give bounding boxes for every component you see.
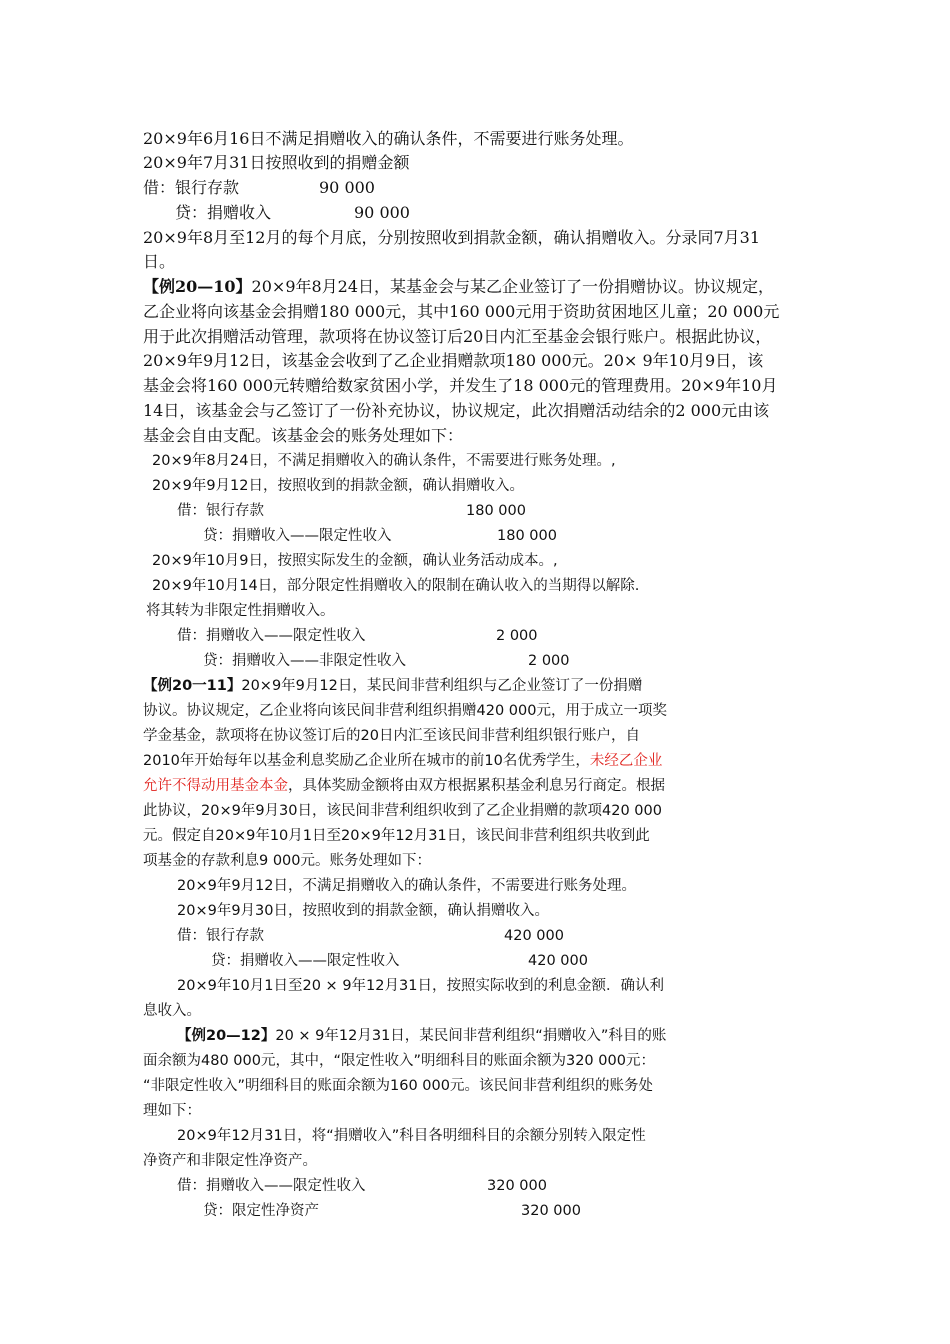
credit-entry: 贷：捐赠收入——限定性收入 bbox=[211, 953, 400, 969]
credit-amount: 420 000 bbox=[528, 953, 588, 969]
text-line: 20×9年12月31日，将“捐赠收入”科目各明细科目的余额分别转入限定性 bbox=[177, 1128, 646, 1144]
paragraph-text: 20×9年8月24日，某基金会与某乙企业签订了一份捐赠协议。协议规定， bbox=[251, 277, 775, 296]
credit-amount: 90 000 bbox=[354, 203, 410, 222]
text-line: 20×9年10月14日，部分限定性捐赠收入的限制在确认收入的当期得以解除. bbox=[152, 578, 640, 594]
debit-amount: 180 000 bbox=[466, 503, 526, 519]
text-line: 20×9年8月至12月的每个月底，分别按照收到捐款金额，确认捐赠收入。分录同7月31 bbox=[143, 228, 761, 247]
text-line: “非限定性收入”明细科目的账面余额为160 000元。该民间非营利组织的账务处 bbox=[143, 1078, 653, 1094]
example-heading bbox=[143, 276, 774, 298]
credit-entry: 贷：限定性净资产 bbox=[203, 1203, 319, 1219]
debit-entry: 借：银行存款 bbox=[177, 928, 264, 944]
paragraph-text: 20×9年9月12日，某民间非营利组织与乙企业签订了一份捐赠 bbox=[241, 678, 643, 694]
text-line bbox=[143, 750, 662, 772]
example-label: 【例20—12】 bbox=[177, 1028, 276, 1044]
example-label: 【例20—10】 bbox=[143, 277, 252, 296]
credit-amount: 2 000 bbox=[528, 653, 570, 669]
text-line: 净资产和非限定性净资产。 bbox=[143, 1153, 317, 1169]
text-line: 20×9年7月31日按照收到的捐赠金额 bbox=[143, 153, 410, 172]
text-line: 乙企业将向该基金会捐赠180 000元，其中160 000元用于资助贫困地区儿童；20 000元 bbox=[143, 302, 780, 321]
text-line: 理如下： bbox=[143, 1103, 201, 1119]
paragraph-text: ，具体奖励金额将由双方根据累积基金利息另行商定。根据 bbox=[288, 778, 665, 794]
text-line: 20×9年6月16日不满足捐赠收入的确认条件，不需要进行账务处理。 bbox=[143, 129, 634, 148]
credit-amount: 320 000 bbox=[521, 1203, 581, 1219]
text-line: 基金会自由支配。该基金会的账务处理如下： bbox=[143, 426, 464, 445]
text-line: 用于此次捐赠活动管理，款项将在协议签订后20日内汇至基金会银行账户。根据此协议， bbox=[143, 327, 772, 346]
text-line: 息收入。 bbox=[143, 1003, 201, 1019]
paragraph-text: 2010年开始每年以基金利息奖励乙企业所在城市的前10名优秀学生， bbox=[143, 753, 590, 769]
text-line: 协议。协议规定，乙企业将向该民间非营利组织捐赠420 000元，用于成立一项奖 bbox=[143, 703, 667, 719]
text-line: 20×9年10月9日，按照实际发生的金额，确认业务活动成本。, bbox=[152, 553, 558, 569]
example-label: 【例20一11】 bbox=[143, 678, 242, 694]
text-line: 14日，该基金会与乙签订了一份补充协议，协议规定，此次捐赠活动结余的2 000元由该 bbox=[143, 401, 770, 420]
highlighted-text: 允许不得动用基金本金 bbox=[143, 778, 288, 794]
debit-entry: 借：捐赠收入——限定性收入 bbox=[177, 1178, 366, 1194]
example-heading bbox=[177, 1025, 666, 1047]
debit-entry: 借：银行存款 bbox=[143, 178, 240, 197]
text-line bbox=[143, 775, 665, 797]
text-line: 元。假定自20×9年10月1日至20×9年12月31日，该民间非营利组织共收到此 bbox=[143, 828, 650, 844]
paragraph-text: 20 × 9年12月31日，某民间非营利组织“捐赠收入”科目的账 bbox=[275, 1028, 667, 1044]
debit-amount: 420 000 bbox=[504, 928, 564, 944]
text-line: 项基金的存款利息9 000元。账务处理如下： bbox=[143, 853, 432, 869]
highlighted-text: 未经乙企业 bbox=[589, 753, 663, 769]
credit-entry: 贷：捐赠收入——限定性收入 bbox=[203, 528, 392, 544]
credit-amount: 180 000 bbox=[497, 528, 557, 544]
debit-amount: 90 000 bbox=[319, 178, 375, 197]
text-line: 将其转为非限定性捐赠收入。 bbox=[146, 603, 335, 619]
text-line: 20×9年9月12日，不满足捐赠收入的确认条件，不需要进行账务处理。 bbox=[177, 878, 636, 894]
text-line: 20×9年9月30日，按照收到的捐款金额，确认捐赠收入。 bbox=[177, 903, 549, 919]
text-line: 面余额为480 000元，其中，“限定性收入”明细科目的账面余额为320 000元： bbox=[143, 1053, 655, 1069]
text-line: 基金会将160 000元转赠给数家贫困小学，并发生了18 000元的管理费用。20×9年10月 bbox=[143, 376, 778, 395]
example-heading bbox=[143, 675, 642, 697]
debit-amount: 320 000 bbox=[487, 1178, 547, 1194]
text-line: 学金基金，款项将在协议签订后的20日内汇至该民间非营利组织银行账户，自 bbox=[143, 728, 640, 744]
credit-entry: 贷：捐赠收入——非限定性收入 bbox=[203, 653, 406, 669]
text-line: 20×9年8月24日，不满足捐赠收入的确认条件，不需要进行账务处理。, bbox=[152, 453, 616, 469]
debit-entry: 借：银行存款 bbox=[177, 503, 264, 519]
debit-entry: 借：捐赠收入——限定性收入 bbox=[177, 628, 366, 644]
text-line: 20×9年9月12日，该基金会收到了乙企业捐赠款项180 000元。20× 9年10月9日，该 bbox=[143, 351, 764, 370]
text-line: 20×9年9月12日，按照收到的捐款金额，确认捐赠收入。 bbox=[152, 478, 524, 494]
text-line: 日。 bbox=[143, 252, 176, 271]
text-line: 20×9年10月1日至20 × 9年12月31日，按照实际收到的利息金额．确认利 bbox=[177, 978, 664, 994]
credit-entry: 贷：捐赠收入 bbox=[175, 203, 272, 222]
debit-amount: 2 000 bbox=[496, 628, 538, 644]
text-line: 此协议，20×9年9月30日，该民间非营利组织收到了乙企业捐赠的款项420 000 bbox=[143, 803, 662, 819]
